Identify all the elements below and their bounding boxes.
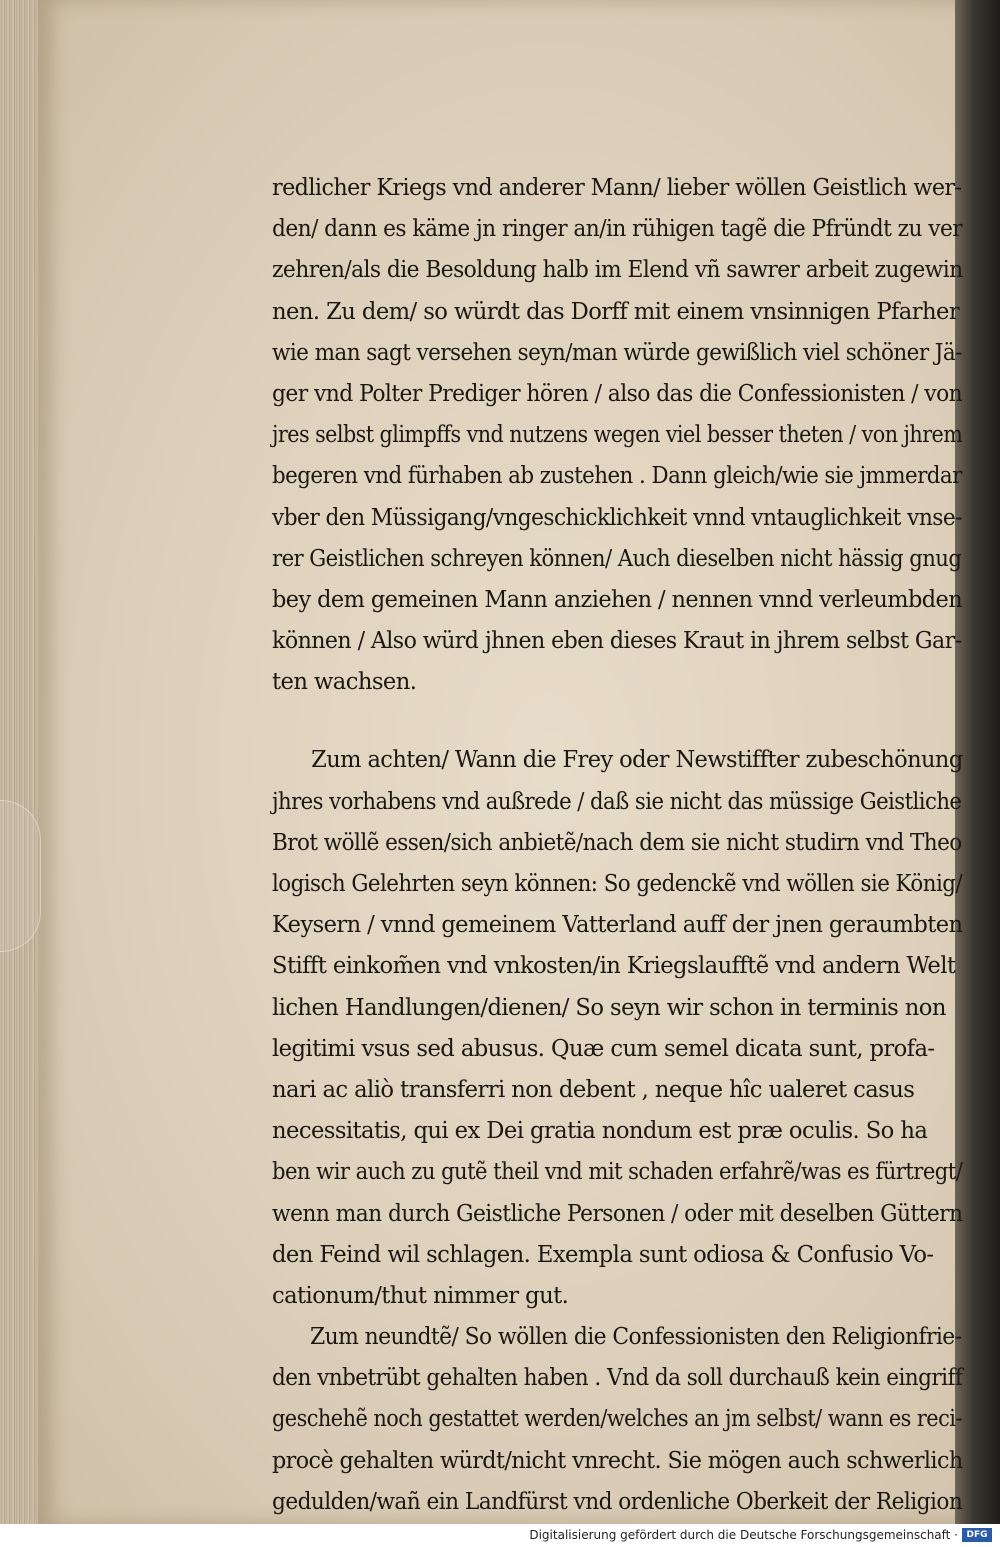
text-line: jhres vorhabens vnd außrede / daß sie nicht das müssige Geistliche [272, 788, 962, 815]
clip-mark [0, 800, 41, 952]
text-line: procè gehalten würdt/nicht vnrecht. Sie mögen auch schwerlich [272, 1447, 963, 1474]
text-line: den Feind wil schlagen. Exempla sunt odiosa & Confusio Vo- [272, 1241, 934, 1268]
text-line: den vnbetrübt gehalten haben . Vnd da soll durchauß kein eingriff [272, 1365, 963, 1392]
text-line: vber den Müssigang/vngeschicklichkeit vnnd vntauglichkeit vnse- [272, 504, 962, 531]
dfg-logo: DFG [962, 1528, 992, 1542]
text-line: begeren vnd fürhaben ab zustehen . Dann gleich/wie sie jmmerdar [272, 463, 962, 490]
text-line: wenn man durch Geistliche Personen / oder mit deselben Güttern [272, 1200, 963, 1227]
text-line: Zum neundtẽ/ So wöllen die Confessionisten den Religionfrie- [310, 1324, 962, 1351]
text-line: Stifft einkom̃en vnd vnkosten/in Kriegslaufftẽ vnd andern Welt [272, 953, 956, 980]
text-line: lichen Handlungen/dienen/ So seyn wir schon in terminis non [272, 994, 946, 1021]
text-line: Brot wöllẽ essen/sich anbietẽ/nach dem sie nicht studirn vnd Theo [272, 829, 962, 856]
text-line: ten wachsen. [272, 669, 417, 696]
text-line: können / Also würd jhnen eben dieses Kraut in jhrem selbst Gar- [272, 628, 962, 655]
footer-bar [0, 1524, 1000, 1547]
text-line: gedulden/wañ ein Landfürst vnd ordenliche Oberkeit der Religion [272, 1488, 963, 1515]
text-line: legitimi vsus sed abusus. Quæ cum semel dicata sunt, profa- [272, 1035, 935, 1062]
text-line: Zum achten/ Wann die Frey oder Newstiffter zubeschönung [311, 747, 963, 774]
text-line: cationum/thut nimmer gut. [272, 1282, 569, 1309]
text-line: jres selbst glimpffs vnd nutzens wegen viel besser theten / von jhrem [272, 422, 963, 449]
text-line: bey dem gemeinen Mann anziehen / nennen vnnd verleumbden [272, 586, 963, 613]
text-line: zehren/als die Besoldung halb im Elend vñ sawrer arbeit zugewin [272, 257, 963, 284]
text-line: redlicher Kriegs vnd anderer Mann/ lieber wöllen Geistlich wer- [272, 175, 962, 201]
text-line: necessitatis, qui ex Dei gratia nondum est præ oculis. So ha [272, 1118, 928, 1145]
text-line: nen. Zu dem/ so würdt das Dorff mit einem vnsinnigen Pfarher [272, 298, 960, 325]
text-line: nari ac aliò transferri non debent , neque hîc ualeret casus [272, 1076, 915, 1103]
paragraph-gap [272, 703, 972, 740]
text-line: logisch Gelehrten seyn können: So gedenckẽ vnd wöllen sie König/ [272, 871, 963, 897]
text-line: geschehẽ noch gestattet werden/welches an jm selbst/ wann es reci- [272, 1406, 962, 1433]
text-line: den/ dann es käme jn ringer an/in rühigen tagẽ die Pfründt zu ver [272, 216, 963, 243]
funding-credit: Digitalisierung gefördert durch die Deutsche Forschungsgemeinschaft · [529, 1528, 958, 1542]
text-line: ger vnd Polter Prediger hören / also das die Confessionisten / von [272, 380, 963, 407]
page-text [272, 168, 972, 1524]
text-line: rer Geistlichen schreyen können/ Auch dieselben nicht hässig gnug [272, 545, 962, 572]
text-line: ben wir auch zu gutẽ theil vnd mit schaden erfahrẽ/was es fürtregt/ [272, 1159, 963, 1186]
text-line: wie man sagt versehen seyn/man würde gewißlich viel schöner Jä- [272, 339, 962, 366]
text-line: Keysern / vnnd gemeinem Vatterland auff der jnen geraumbten [272, 912, 963, 939]
